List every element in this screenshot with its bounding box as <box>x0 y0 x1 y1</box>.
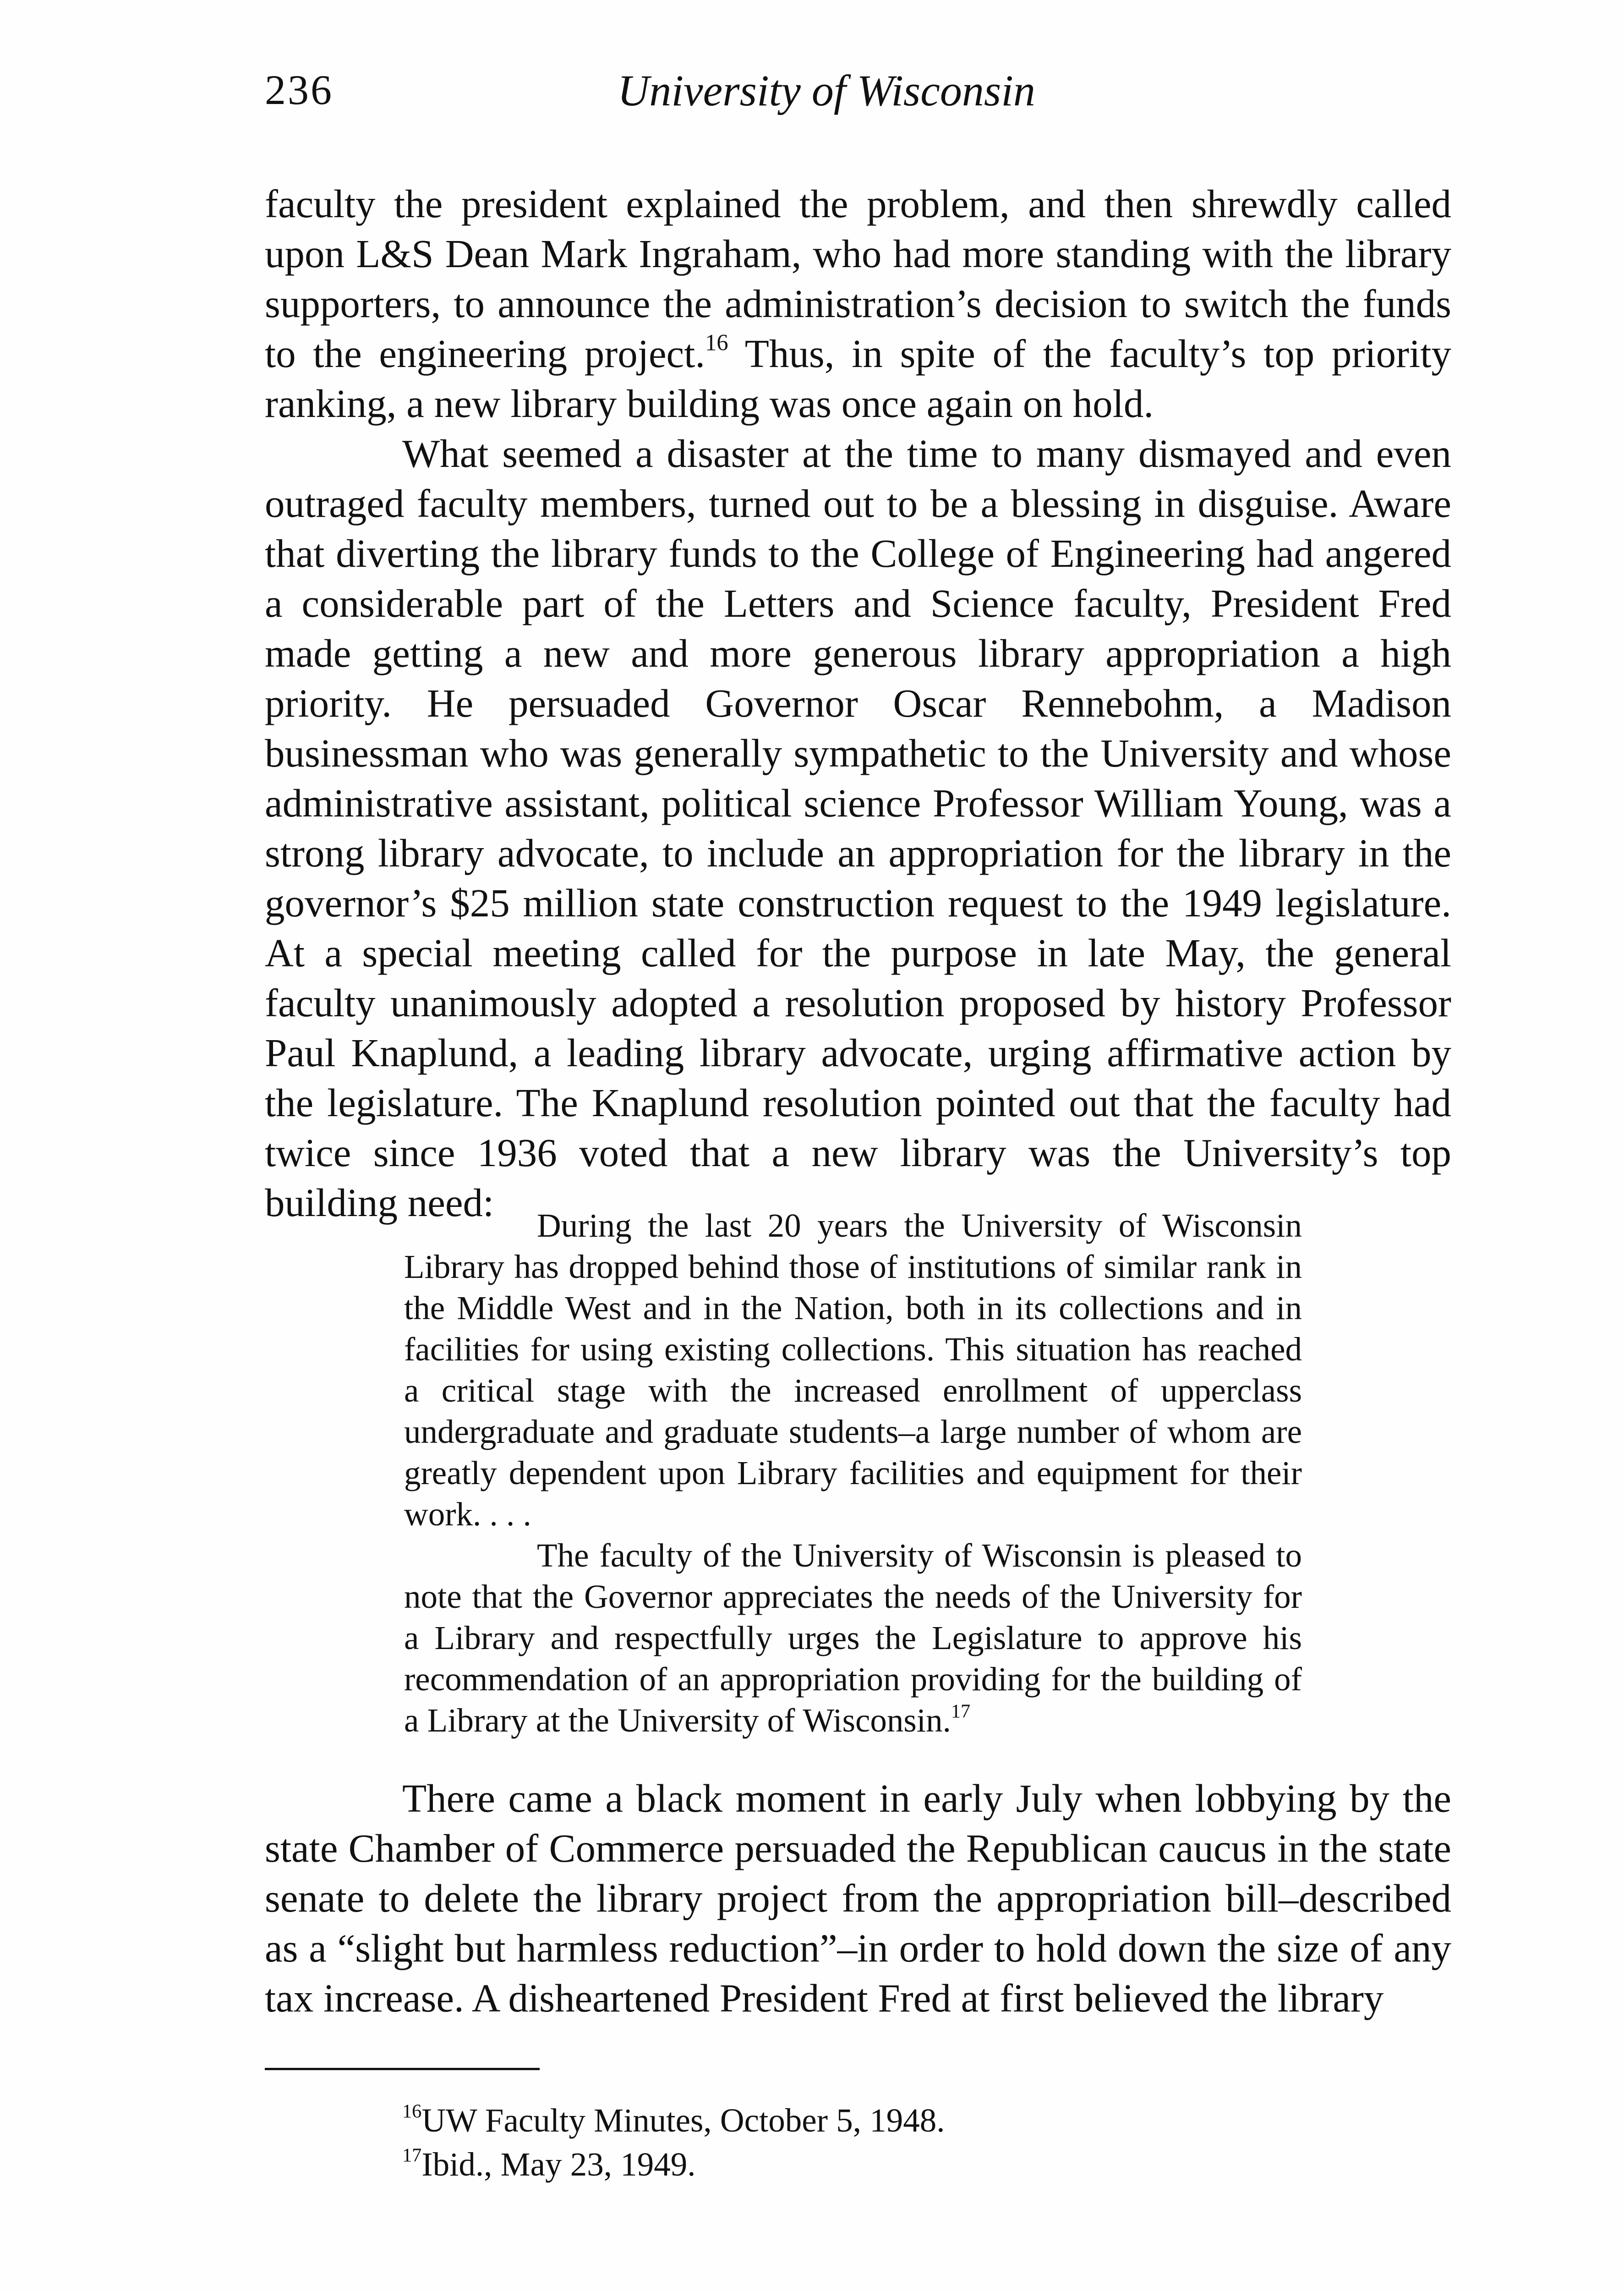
footnote-16 <box>402 2099 1410 2143</box>
paragraph-3: There came a black moment in early July when lobbying by the state Chamber of Commerce persuaded the Republican caucus in the state senate to delete the library project from the appropriation bill–described as a “slight but harmless reduction”–in order to hold down the size of any tax increase. A disheartened President Fred at first believed the library <box>265 1776 1451 2020</box>
footnote-ref-16: 16 <box>705 329 728 356</box>
block-quote <box>404 1205 1302 1741</box>
footnotes <box>402 2099 1410 2187</box>
quote-paragraph-1: During the last 20 years the University of Wisconsin Library has dropped behind those of institutions of similar rank in the Middle West and in the Nation, both in its collections and in facilities for using existing collections. This situation has reached a critical stage with the increased enrollment of upperclass undergraduate and graduate students–a large number of whom are greatly dependent upon Library facilities and equipment for their work. . . . <box>404 1207 1302 1533</box>
footnote-marker: 16 <box>402 2100 422 2122</box>
footnote-text: Ibid., May 23, 1949. <box>421 2146 696 2183</box>
paragraph-2: What seemed a disaster at the time to many dismayed and even outraged faculty members, turned out to be a blessing in disguise. Aware that diverting the library funds to the College of Engineering had angered a considerable part of the Letters and Science faculty, President Fred made getting a new and more generous library appropriation a high priority. He persuaded Governor Oscar Rennebohm, a Madison businessman who was generally sympathetic to the University and whose administrative assistant, political science Professor William Young, was a strong library advocate, to include an appropriation for the library in the governor’s $25 million state construction request to the 1949 legislature. At a special meeting called for the purpose in late May, the general faculty unanimously adopted a resolution proposed by history Professor Paul Knaplund, a leading library advocate, urging affirmative action by the legislature. The Knaplund resolution pointed out that the faculty had twice since 1936 voted that a new library was the University’s top building need: <box>265 431 1451 1225</box>
quote-paragraph-2 <box>404 1535 1302 1741</box>
paragraph-1 <box>265 179 1451 428</box>
footnote-divider <box>265 2068 540 2070</box>
body-text-bottom <box>265 1773 1451 2023</box>
footnote-ref-17: 17 <box>951 1700 971 1722</box>
footnote-text: UW Faculty Minutes, October 5, 1948. <box>421 2102 945 2139</box>
page-number: 236 <box>265 66 334 113</box>
paragraph-1-text-b: Thus, in spite of the faculty’s top priority ranking, a new library building was once again on hold. <box>265 331 1451 426</box>
body-text-top <box>265 179 1451 1228</box>
paragraph-1-text-a: faculty the president explained the problem, and then shrewdly called upon L&S Dean Mark Ingraham, who had more standing with the library supporters, to announce the administration’s decision to switch the funds to the engineering project. <box>265 181 1451 376</box>
page-header <box>265 66 1447 128</box>
quote-paragraph-2-text: The faculty of the University of Wisconsin is pleased to note that the Governor appreciates the needs of the University for a Library and respectfully urges the Legislature to approve his recommendation of an appropriation providing for the building of a Library at the University of Wisconsin. <box>404 1537 1302 1739</box>
footnote-17 <box>402 2143 1410 2187</box>
footnote-marker: 17 <box>402 2144 422 2166</box>
running-title: University of Wisconsin <box>618 66 1035 115</box>
